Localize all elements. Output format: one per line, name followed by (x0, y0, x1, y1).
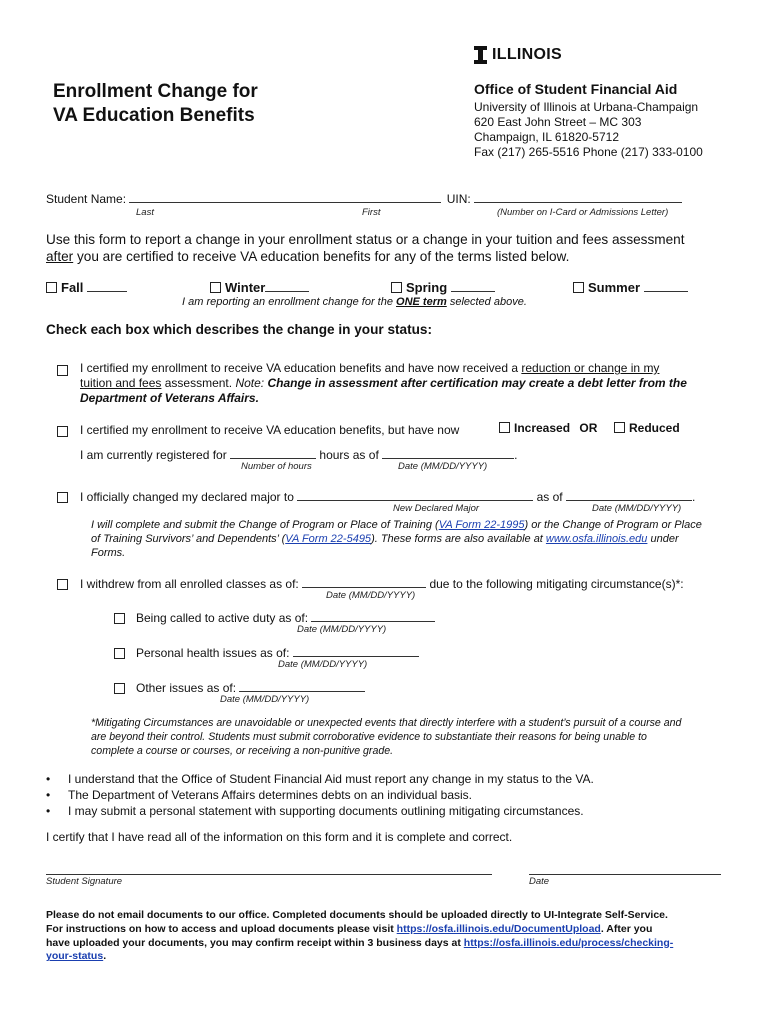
office-address-2: 620 East John Street – MC 303 (474, 115, 642, 129)
winter-label: Winter (225, 280, 266, 295)
item3-note3: of Training Survivors’ and Dependents’ ( (91, 533, 286, 545)
bullet-item: • I understand that the Office of Student Financial Aid must report any change in my status to the VA. (46, 772, 594, 786)
item4-row (80, 575, 684, 591)
office-info (474, 82, 703, 160)
item4-box[interactable] (57, 579, 68, 590)
title-line-2: VA Education Benefits (53, 105, 255, 126)
item3-pre: I officially changed my declared major to (80, 490, 294, 504)
item1-tuition: tuition and fees (80, 376, 162, 390)
sub3-box[interactable] (114, 683, 125, 694)
footer-line-2 (46, 923, 736, 937)
health-issues-date-caption: Date (MM/DD/YYYY) (278, 659, 368, 670)
fall-checkbox[interactable] (46, 282, 57, 293)
reduced-label: Reduced (629, 421, 680, 435)
student-name-row (46, 190, 682, 206)
intro-after: after (46, 249, 74, 264)
office-contact: Fax (217) 265-5516 Phone (217) 333-0100 (474, 145, 703, 159)
signature-date-field[interactable] (529, 860, 721, 875)
footer-line-4-end: . (103, 950, 107, 963)
mitigating-line-1: *Mitigating Circumstances are unavoidable or unexpected events that directly interfere with a student’s pursuit of a course and (91, 717, 682, 729)
item4-pre: I withdrew from all enrolled classes as of: (80, 577, 299, 591)
health-issues-label: Personal health issues as of: (136, 646, 290, 660)
winter-line (265, 279, 309, 292)
item3-note-line-1 (91, 518, 736, 532)
bullet-text: I understand that the Office of Student Financial Aid must report any change in my status to the VA. (68, 772, 594, 786)
mitigating-line-3: complete a course or courses, or receiving a non-punitive grade. (91, 745, 394, 757)
checking-status-link-cont[interactable]: your-status (46, 950, 104, 963)
term-note-post: selected above. (446, 296, 527, 308)
item1-line-1 (80, 361, 740, 376)
summer-checkbox[interactable] (573, 282, 584, 293)
registered-mid: hours as of (319, 448, 379, 462)
va-form-22-1995-link[interactable]: VA Form 22-1995 (438, 519, 525, 531)
item1-note-bold: Change in assessment after certification may create a debt letter from the (267, 376, 687, 390)
item3-note (91, 518, 736, 560)
withdraw-date-caption: Date (MM/DD/YYYY) (326, 590, 416, 601)
mitigating-line-2: are beyond their control. Students must submit corroborative evidence to substantiate their reasons for being unable to (91, 731, 647, 743)
bullet-item: • The Department of Veterans Affairs determines debts on an individual basis. (46, 788, 473, 802)
active-duty-date-field[interactable] (311, 609, 435, 622)
item3-as-of: as of (536, 490, 563, 504)
uin-caption: (Number on I-Card or Admissions Letter) (497, 207, 669, 218)
office-address-3: Champaign, IL 61820-5712 (474, 130, 619, 144)
intro-line-2 (46, 248, 736, 265)
student-name-field[interactable] (129, 190, 441, 203)
health-issues-date-field[interactable] (293, 644, 419, 657)
item3-note-line-3: Forms. (91, 547, 126, 559)
item1-checkbox[interactable] (57, 363, 72, 381)
sub2-row (136, 644, 419, 660)
summer-line (644, 279, 688, 292)
item3-checkbox[interactable] (57, 490, 72, 508)
sub1-box[interactable] (114, 613, 125, 624)
item3-note5: under (647, 533, 679, 545)
registered-date-field[interactable] (382, 446, 514, 459)
footer-line-3-text: have uploaded your documents, you may confirm receipt within 3 business days at (46, 936, 464, 949)
other-issues-date-caption: Date (MM/DD/YYYY) (220, 694, 310, 705)
footer-note (46, 909, 736, 964)
spring-line (451, 279, 495, 292)
term-fall[interactable] (46, 279, 127, 295)
active-duty-label: Being called to active duty as of: (136, 611, 309, 625)
item2-checkbox[interactable] (57, 424, 72, 442)
mitigating-note (91, 716, 741, 758)
spring-checkbox[interactable] (391, 282, 402, 293)
osfa-website-link[interactable]: www.osfa.illinois.edu (545, 533, 648, 545)
registered-row: I am currently registered for hours as of . (80, 448, 518, 462)
checking-status-link[interactable]: https://osfa.illinois.edu/process/checking- (463, 936, 674, 949)
illinois-logo (474, 44, 562, 66)
item1-note-label: Note: (235, 376, 268, 390)
footer-line-3 (46, 937, 736, 951)
winter-checkbox[interactable] (210, 282, 221, 293)
first-caption: First (362, 207, 381, 218)
new-major-field[interactable] (297, 488, 533, 501)
sub1-checkbox[interactable] (114, 611, 129, 629)
bullet-text: I may submit a personal statement with supporting documents outlining mitigating circumstances. (68, 804, 584, 818)
sub2-box[interactable] (114, 648, 125, 659)
item1-underlined: reduction or change in my (521, 361, 660, 375)
document-upload-link[interactable]: https://osfa.illinois.edu/DocumentUpload (396, 922, 601, 935)
item1-box[interactable] (57, 365, 68, 376)
sub3-checkbox[interactable] (114, 681, 129, 699)
bullet-item: • I may submit a personal statement with supporting documents outlining mitigating circumstances. (46, 804, 584, 818)
term-note (182, 296, 527, 308)
summer-label: Summer (588, 280, 641, 295)
check-heading: Check each box which describes the change in your status: (46, 322, 433, 337)
major-date-caption: Date (MM/DD/YYYY) (592, 503, 682, 514)
term-winter[interactable] (210, 279, 309, 295)
va-form-22-5495-link[interactable]: VA Form 22-5495 (285, 533, 372, 545)
logo-text: ILLINOIS (492, 46, 562, 63)
item2-text: I certified my enrollment to receive VA education benefits, but have now (80, 423, 460, 437)
fall-line (87, 279, 127, 292)
last-caption: Last (136, 207, 154, 218)
uin-label: UIN: (446, 192, 471, 206)
intro-line-1: Use this form to report a change in your enrollment status or a change in your tuition and fees assessment (46, 232, 685, 247)
item1-line-2 (80, 376, 740, 391)
title-line-1: Enrollment Change for (53, 81, 258, 102)
item4-checkbox[interactable] (57, 577, 72, 595)
item1-text (80, 361, 740, 406)
term-spring[interactable] (391, 279, 495, 295)
hours-field[interactable] (230, 446, 316, 459)
office-address-1: University of Illinois at Urbana-Champaign (474, 100, 699, 114)
item1-line-3: Department of Veterans Affairs. (80, 391, 259, 405)
item1-assessment: assessment. (161, 376, 236, 390)
sub2-checkbox[interactable] (114, 646, 129, 664)
increased-checkbox[interactable] (499, 422, 510, 433)
uin-field[interactable] (474, 190, 682, 203)
item2-box[interactable] (57, 426, 68, 437)
other-issues-label: Other issues as of: (136, 681, 237, 695)
page-title (53, 80, 258, 128)
block-i-icon (474, 46, 487, 64)
increased-label: Increased (514, 421, 571, 435)
signature-caption: Student Signature (46, 876, 123, 887)
footer-line-1: Please do not email documents to our office. Completed documents should be uploaded directly to UI-Integrate Self-Service. (46, 909, 668, 921)
registered-date-caption: Date (MM/DD/YYYY) (398, 461, 488, 472)
fall-label: Fall (61, 280, 84, 295)
withdraw-date-field[interactable] (302, 575, 426, 588)
registered-pre: I am currently registered for (80, 448, 227, 462)
item3-note4: ). These forms are also available at (371, 533, 546, 545)
item4-post: due to the following mitigating circumstance(s)*: (429, 577, 684, 591)
or-label: OR (579, 421, 598, 435)
major-date-field[interactable] (566, 488, 692, 501)
item3-note-line-2 (91, 532, 736, 546)
office-name: Office of Student Financial Aid (474, 81, 678, 97)
bullet-text: The Department of Veterans Affairs determines debts on an individual basis. (68, 788, 473, 802)
footer-line-4 (46, 950, 736, 964)
intro-text (46, 231, 736, 265)
signature-field[interactable] (46, 860, 492, 875)
item1-pre: I certified my enrollment to receive VA education benefits and have now received a (80, 361, 522, 375)
sub1-row (136, 609, 435, 625)
sub3-row (136, 679, 365, 695)
term-note-pre: I am reporting an enrollment change for the (182, 296, 397, 308)
intro-line-2-rest: you are certified to receive VA education benefits for any of the terms listed below. (73, 249, 570, 264)
other-issues-date-field[interactable] (239, 679, 365, 692)
footer-line-2-text: For instructions on how to access and upload documents please visit (46, 922, 397, 935)
item3-box[interactable] (57, 492, 68, 503)
item3-row: I officially changed my declared major to as of . (80, 490, 696, 504)
reduced-checkbox[interactable] (614, 422, 625, 433)
increased-option[interactable] (499, 421, 597, 435)
reduced-option[interactable] (614, 421, 680, 435)
student-name-label: Student Name: (46, 192, 127, 206)
term-summer[interactable] (573, 279, 688, 295)
signature-date-caption: Date (529, 876, 550, 887)
item3-note2: ) or the Change of Program or Place (524, 519, 702, 531)
term-note-one: ONE term (396, 296, 447, 308)
footer-line-2-end: . After you (600, 922, 653, 935)
item3-note1: I will complete and submit the Change of Program or Place of Training ( (91, 519, 439, 531)
bullet-list (46, 771, 594, 819)
certify-statement: I certify that I have read all of the information on this form and it is complete and correct. (46, 830, 513, 844)
hours-caption: Number of hours (241, 461, 312, 472)
major-caption: New Declared Major (393, 503, 480, 514)
spring-label: Spring (406, 280, 448, 295)
active-duty-date-caption: Date (MM/DD/YYYY) (297, 624, 387, 635)
